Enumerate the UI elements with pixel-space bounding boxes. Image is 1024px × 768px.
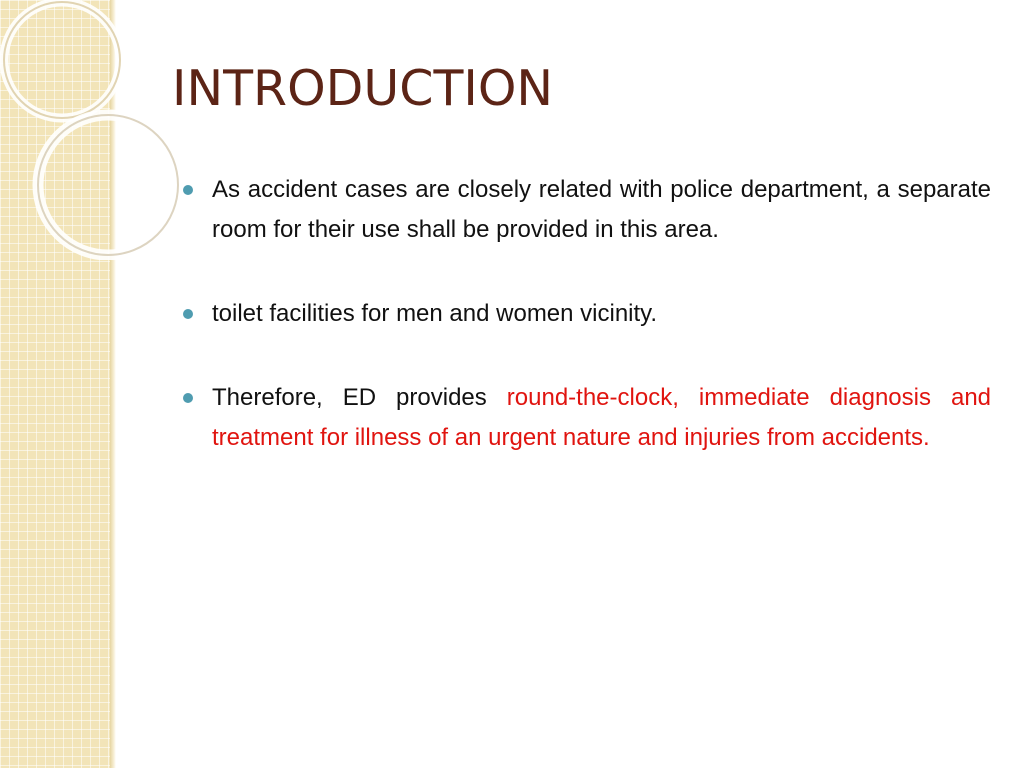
slide-title: INTRODUCTION xyxy=(172,60,554,117)
bullet-list xyxy=(183,170,991,502)
bullet-text: toilet facilities for men and women vicinity. xyxy=(212,300,658,327)
bullet-dot-icon xyxy=(183,393,193,403)
bullet-text-highlight: round-the-clock, immediate diagnosis and treatment for illness of an urgent nature and injuries from accidents. xyxy=(212,384,992,451)
bullet-item-ed-services xyxy=(183,378,991,458)
bullet-item-police-room xyxy=(183,170,991,250)
bullet-dot-icon xyxy=(183,309,193,319)
bullet-item-toilet-facilities xyxy=(183,294,991,334)
bullet-text: As accident cases are closely related with police department, a separate room for their use shall be provided in this area. xyxy=(212,176,991,243)
bullet-dot-icon xyxy=(183,185,193,195)
bullet-text-normal: Therefore, ED provides xyxy=(212,384,507,411)
